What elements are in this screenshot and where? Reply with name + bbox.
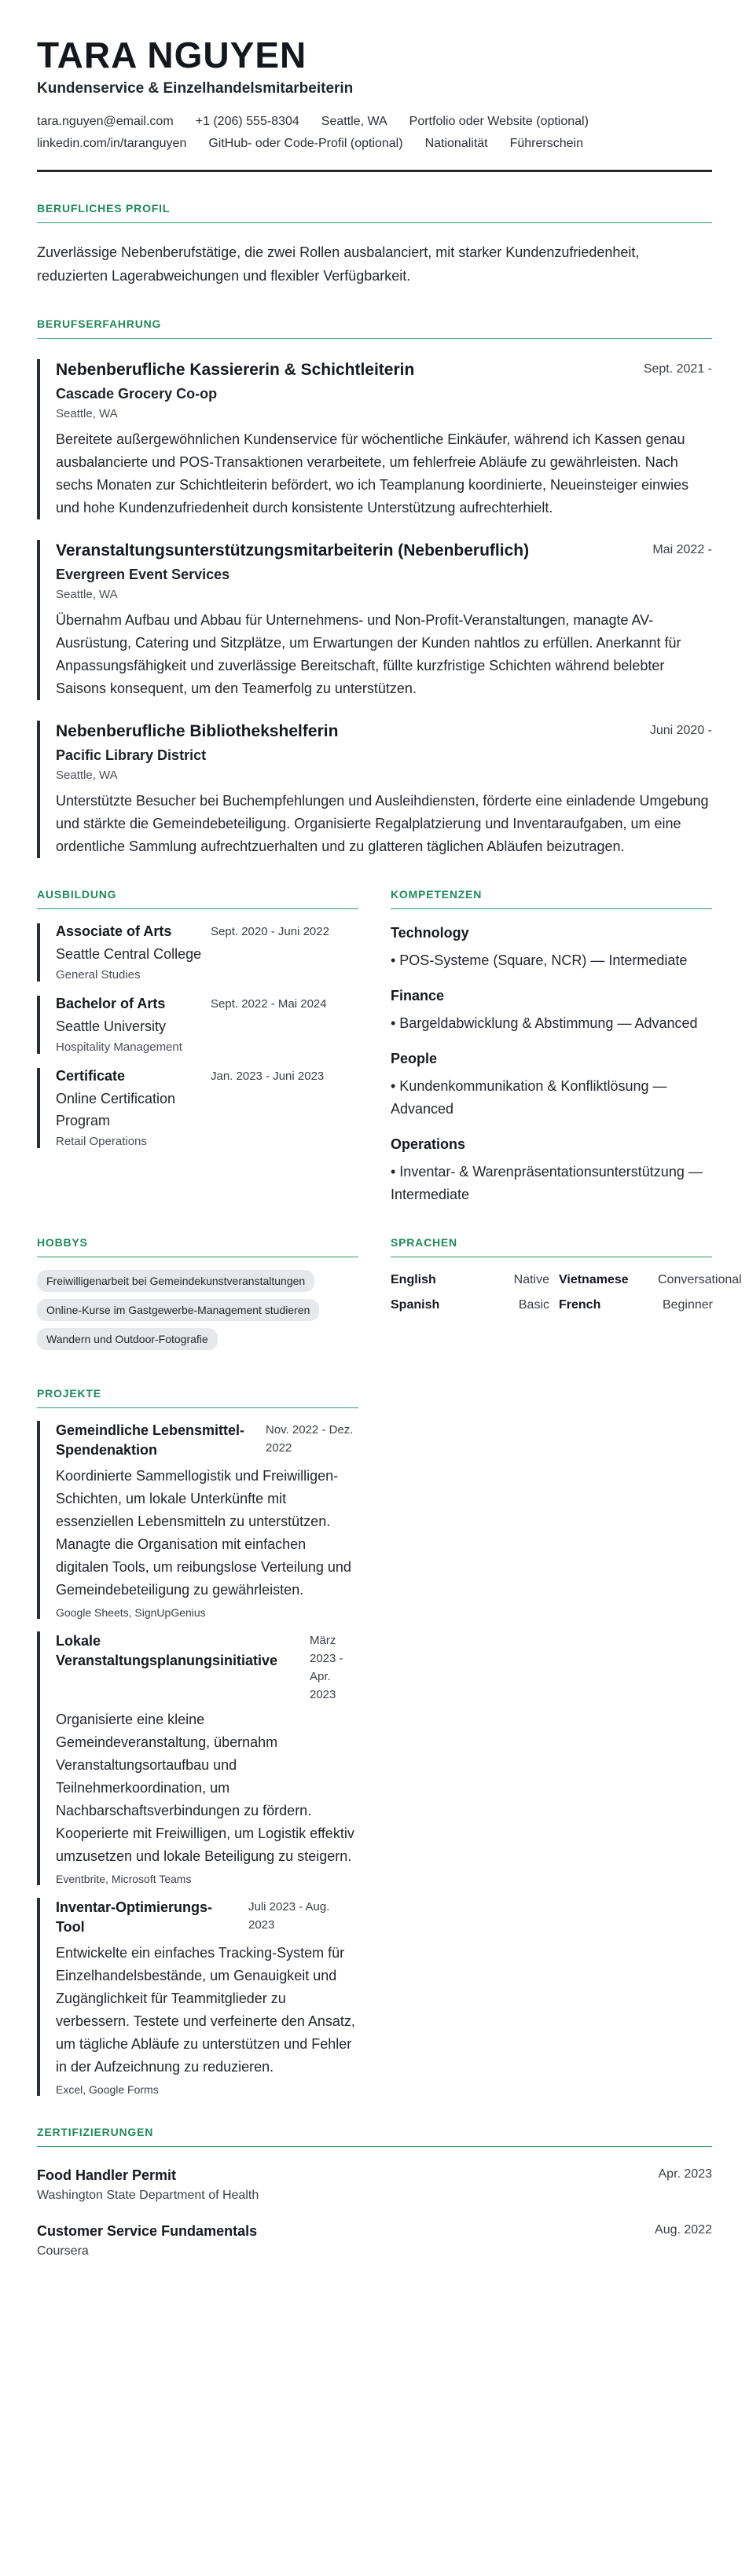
job-company: Evergreen Event Services — [56, 567, 230, 582]
education-field: Hospitality Management — [56, 1040, 182, 1054]
skills-section — [391, 858, 712, 1206]
job-entry — [37, 359, 712, 519]
language-level: Conversational — [658, 1273, 742, 1286]
project-date: Nov. 2022 - Dez. 2022 — [266, 1423, 354, 1455]
job-entry — [37, 721, 712, 858]
experience-section — [37, 317, 712, 858]
education-section — [37, 858, 358, 1206]
contact-phone[interactable]: +1 (206) 555-8304 — [195, 115, 299, 128]
hobbies-section — [37, 1206, 358, 1357]
language-level: Basic — [518, 1298, 549, 1312]
language-list — [391, 1273, 742, 1312]
section-title-projects: PROJEKTE — [37, 1387, 358, 1408]
job-date: Juni 2020 - — [649, 724, 712, 737]
education-school: Seattle University — [56, 1018, 167, 1034]
hobbies-languages-row — [37, 1206, 742, 1357]
job-date: Sept. 2021 - — [643, 362, 712, 376]
education-date: Sept. 2020 - Juni 2022 — [211, 925, 329, 938]
section-title-hobbies: HOBBYS — [37, 1236, 358, 1257]
contact-github[interactable]: GitHub- oder Code-Profil (optional) — [208, 137, 403, 150]
job-title: Nebenberufliche Bibliothekshelferin — [56, 722, 339, 740]
job-location: Seattle, WA — [56, 407, 118, 420]
section-title-certifications: ZERTIFIZIERUNGEN — [37, 2126, 712, 2147]
section-title-experience: BERUFSERFAHRUNG — [37, 317, 712, 339]
contact-location: Seattle, WA — [321, 115, 387, 128]
job-location: Seattle, WA — [56, 588, 118, 601]
certification-issuer: Washington State Department of Health — [37, 2189, 259, 2202]
languages-section — [391, 1206, 742, 1357]
language-name: French — [559, 1298, 601, 1312]
certification-entry — [37, 2167, 712, 2203]
skill-item: • Kundenkommunikation & Konfliktlösung — Advanced — [391, 1078, 667, 1117]
education-degree: Certificate — [56, 1068, 126, 1084]
contact-linkedin[interactable]: linkedin.com/in/taranguyen — [37, 137, 187, 150]
skill-item: • POS-Systeme (Square, NCR) — Intermediate — [391, 952, 688, 968]
section-title-education: AUSBILDUNG — [37, 888, 358, 909]
project-tools: Excel, Google Forms — [56, 2083, 159, 2096]
education-field: Retail Operations — [56, 1135, 147, 1148]
hobby-tags — [37, 1270, 358, 1350]
section-title-languages: SPRACHEN — [391, 1236, 712, 1257]
certification-date: Aug. 2022 — [655, 2223, 712, 2237]
project-entry — [37, 1898, 358, 2096]
skill-category: Technology — [391, 925, 469, 941]
education-date: Sept. 2022 - Mai 2024 — [211, 997, 327, 1011]
candidate-name: TARA NGUYEN — [37, 35, 307, 75]
hobby-tag: Freiwilligenarbeit bei Gemeindekunstveranstaltungen — [37, 1270, 314, 1292]
header-divider — [37, 170, 712, 172]
project-date: Juli 2023 - Aug. 2023 — [248, 1900, 330, 1932]
project-entry — [37, 1631, 358, 1885]
job-description: Bereitete außergewöhnlichen Kundenservice für wöchentliche Einkäufer, während ich Kassen genau ausbalancierte und POS-Transaktionen verarbeitete, um fehlerfreie Abläufe zu gewährleisten. Nach sechs Monaten zur Schichtleiterin befördert, wo ich Teamplanung koordinierte, Neueinsteiger einwies und hohe Kundenzufriedenheit durch konsistente Unterstützung aufrechterhielt. — [56, 431, 689, 516]
skill-category: People — [391, 1051, 438, 1066]
candidate-headline: Kundenservice & Einzelhandelsmitarbeiterin — [37, 80, 354, 97]
education-degree: Associate of Arts — [56, 923, 172, 939]
skill-item: • Inventar- & Warenpräsentationsunterstützung — Intermediate — [391, 1164, 703, 1202]
skill-category: Operations — [391, 1136, 466, 1152]
hobby-tag: Wandern und Outdoor-Fotografie — [37, 1328, 218, 1350]
certification-date: Apr. 2023 — [658, 2167, 712, 2181]
project-entry — [37, 1421, 358, 1619]
education-field: General Studies — [56, 968, 141, 982]
language-level: Native — [513, 1273, 549, 1286]
certification-name: Customer Service Fundamentals — [37, 2223, 258, 2239]
education-skills-row — [37, 858, 712, 1206]
projects-row — [37, 1357, 712, 2096]
contact-drivers-license: Führerschein — [509, 137, 583, 150]
job-company: Pacific Library District — [56, 747, 207, 763]
project-title: Lokale Veranstaltungsplanungsinitiative — [56, 1633, 278, 1668]
job-date: Mai 2022 - — [652, 543, 712, 556]
education-school: Seattle Central College — [56, 946, 202, 962]
section-title-profile: BERUFLICHES PROFIL — [37, 202, 712, 223]
profile-summary: Zuverlässige Nebenberufstätige, die zwei Rollen ausbalanciert, mit starker Kundenzufriedenheit, reduzierten Lagerabweichungen und flexibler Verfügbarkeit. — [37, 244, 640, 284]
education-entry — [37, 923, 358, 982]
projects-section — [37, 1357, 358, 2096]
job-entry — [37, 540, 712, 700]
certification-issuer: Coursera — [37, 2244, 89, 2258]
job-description: Unterstützte Besucher bei Buchempfehlungen und Ausleihdiensten, förderte eine einladende Umgebung und stärkte die Gemeindebeteiligung. Organisierte Regalplatzierung und Inventaraufgaben, um eine ordentliche Sammlung aufrechtzuerhalten und zu glatteren täglichen Abläufen beizutragen. — [56, 793, 709, 854]
education-entry — [37, 1068, 358, 1148]
project-title: Gemeindliche Lebensmittel-Spendenaktion — [56, 1422, 245, 1458]
project-tools: Google Sheets, SignUpGenius — [56, 1606, 206, 1619]
hobby-tag: Online-Kurse im Gastgewerbe-Management studieren — [37, 1299, 319, 1321]
project-date: März 2023 - Apr. 2023 — [310, 1634, 343, 1701]
language-name: English — [391, 1273, 436, 1286]
profile-section — [37, 202, 712, 288]
language-name: Vietnamese — [559, 1273, 629, 1286]
language-level: Beginner — [662, 1298, 713, 1312]
skill-category: Finance — [391, 988, 445, 1004]
job-title: Veranstaltungsunterstützungsmitarbeiterin (Nebenberuflich) — [56, 541, 530, 560]
contact-nationality: Nationalität — [424, 137, 488, 150]
job-description: Übernahm Aufbau und Abbau für Unternehmens- und Non-Profit-Veranstaltungen, managte AV-Ausrüstung, Catering und Sitzplätze, um Erwartungen der Kunden nahtlos zu erfüllen. Anerkannt für Anpassungsfähigkeit und zuverlässige Bereitschaft, füllte kurzfristige Schichten während belebter Saisons konsequent, um den Teamerfolg zu unterstützen. — [56, 612, 681, 696]
job-title: Nebenberufliche Kassiererin & Schichtleiterin — [56, 361, 415, 379]
education-degree: Bachelor of Arts — [56, 996, 166, 1011]
education-date: Jan. 2023 - Juni 2023 — [211, 1070, 325, 1083]
job-company: Cascade Grocery Co-op — [56, 386, 218, 402]
project-description: Koordinierte Sammellogistik und Freiwilligen-Schichten, um lokale Unterkünfte mit essenziellen Lebensmitteln zu unterstützen. Managte die Organisation mit einfachen digitalen Tools, um reibungslose Verteilung und Gemeindebeteiligung zu gewährleisten. — [56, 1468, 351, 1598]
education-entry — [37, 996, 358, 1054]
project-tools: Eventbrite, Microsoft Teams — [56, 1873, 192, 1885]
certifications-section — [37, 2126, 712, 2259]
project-description: Organisierte eine kleine Gemeindeveranstaltung, übernahm Veranstaltungsortaufbau und Teilnehmerkoordination, um Nachbarschaftsverbindungen zu fördern. Kooperierte mit Freiwilligen, um Logistik effektiv umzusetzen und lokale Beteiligung zu steigern. — [56, 1712, 354, 1864]
language-name: Spanish — [391, 1298, 440, 1312]
education-school: Online Certification Program — [56, 1091, 176, 1128]
skill-item: • Bargeldabwicklung & Abstimmung — Advanced — [391, 1015, 698, 1031]
project-title: Inventar-Optimierungs-Tool — [56, 1899, 213, 1935]
project-description: Entwickelte ein einfaches Tracking-System für Einzelhandelsbestände, um Genauigkeit und Zugänglichkeit für Teammitglieder zu verbessern. Testete und verfeinerte den Ansatz, um tägliche Abläufe zu unterstützen und Fehler in der Aufzeichnung zu reduzieren. — [56, 1945, 355, 2075]
contact-email[interactable]: tara.nguyen@email.com — [37, 115, 174, 128]
job-location: Seattle, WA — [56, 769, 118, 782]
section-title-skills: KOMPETENZEN — [391, 888, 712, 909]
contact-portfolio[interactable]: Portfolio oder Website (optional) — [409, 115, 589, 128]
certification-entry — [37, 2223, 712, 2259]
resume-header — [37, 35, 712, 172]
certification-name: Food Handler Permit — [37, 2167, 177, 2183]
projects-right-spacer — [391, 1357, 712, 2096]
contact-info — [37, 115, 689, 151]
